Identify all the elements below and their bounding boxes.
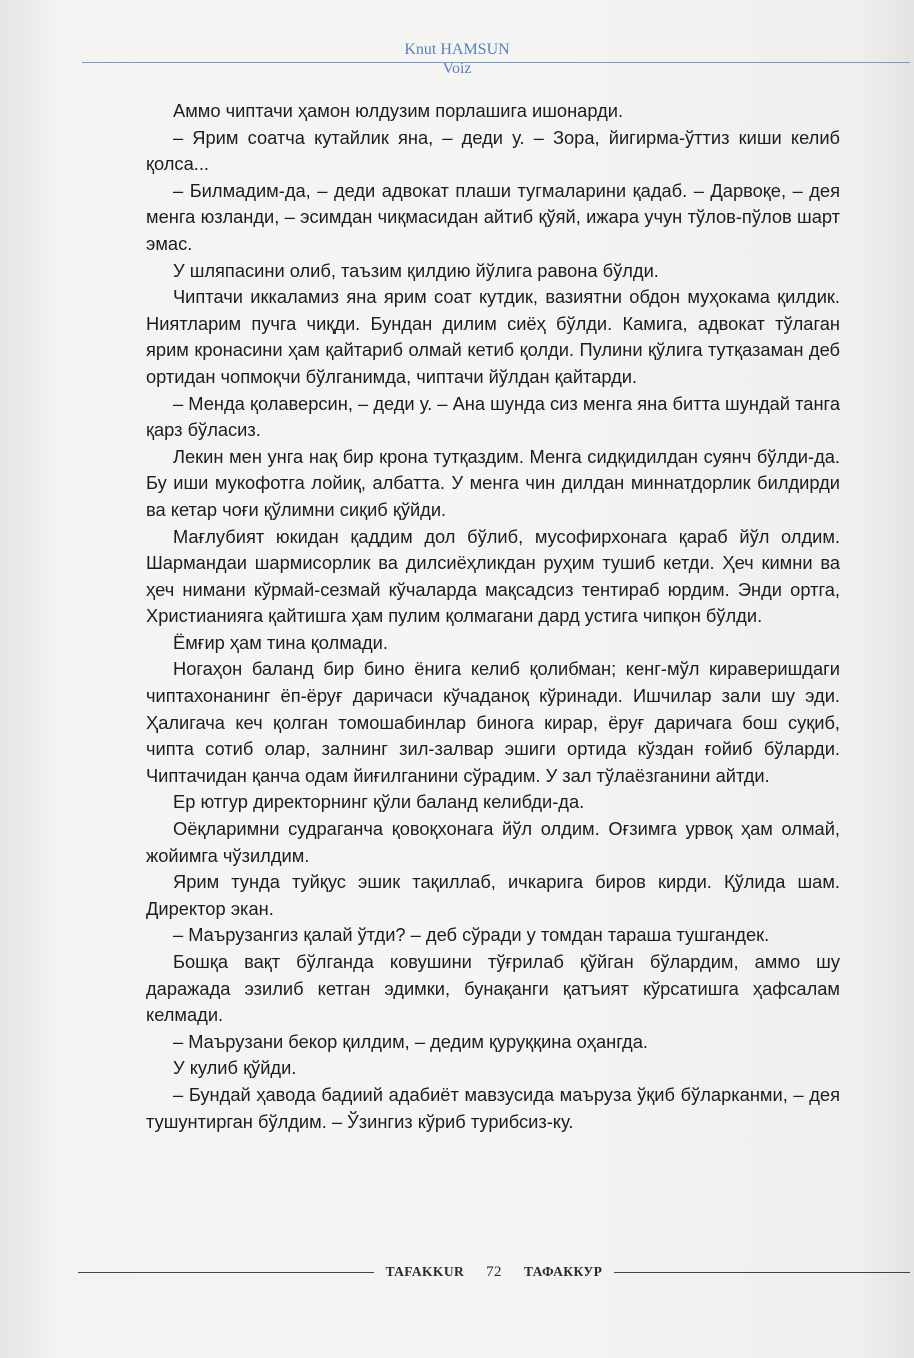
paragraph: – Менда қолаверсин, – деди у. – Ана шунда сиз менга яна битта шундай танга қарз бўласиз. [146,392,840,441]
paragraph: – Бундай ҳавода бадиий адабиёт мавзусида маъруза ўқиб бўларканми, – дея тушунтирган бўлдим. – Ўзингиз кўриб турибсиз-ку. [146,1083,840,1132]
footer-rule-right [614,1272,910,1273]
footer-label-group [374,1264,615,1281]
body-text [146,98,840,1135]
paragraph: Лекин мен унга нақ бир крона тутқаздим. Менга сидқидилдан суянч бўлди-да. Бу иши мукофотга лойиқ, албатта. У менга чин дилдан миннатдорлик билдирди ва кетар чоғи қўлимни сиқиб қўйди. [146,445,840,520]
header-author: Knut HAMSUN [404,41,510,58]
page-number: 72 [486,1263,502,1280]
paragraph: У шляпасини олиб, таъзим қилдию йўлига равона бўлди. [173,259,659,281]
paragraph: Мағлубият юкидан қаддим дол бўлиб, мусофирхонага қараб йўл олдим. Шармандаи шармисорлик ва дилсиёҳликдан руҳим тушиб кетди. Ҳеч кимни ва ҳеч нимани кўрмай-сезмай кўчаларда мақсадсиз тентираб юрдим. Энди ортга, Христианияга қайтишга ҳам пулим қолмагани дард устига чипқон бўлди. [146,525,840,627]
footer-rule-left [78,1272,374,1273]
paragraph: Бошқа вақт бўлганда ковушини тўғрилаб қўйган бўлардим, аммо шу даражада эзилиб кетган эдимки, бунақанги қатъият кўрсатишга ҳафсалам келмади. [146,951,840,1026]
paragraph: – Маърузани бекор қилдим, – дедим қуруққина оҳангда. [173,1030,648,1052]
footer-magazine-cyrillic: ТАФАККУР [523,1264,603,1279]
paragraph: Ер ютгур директорнинг қўли баланд келибди-да. [173,791,585,813]
paragraph: Аммо чиптачи ҳамон юлдузим порлашига ишонарди. [173,100,624,121]
paragraph: Чиптачи иккаламиз яна ярим соат кутдик, вазиятни обдон муҳокама қилдик. Ниятларим пучга чиқди. Бундан дилим сиёҳ бўлди. Камига, адвокат тўлаган ярим кронасини ҳам қайтариб олмай кетиб қолди. Пулини қўлига тутқазаман деб ортидан чопмоқчи бўлганимда, чиптачи йўлдан қайтарди. [146,286,840,387]
paragraph: У кулиб қўйди. [173,1057,297,1079]
paragraph: – Маърузангиз қалай ўтди? – деб сўради у томдан тараша тушгандек. [173,924,770,946]
paragraph: – Ярим соатча кутайлик яна, – деди у. – Зора, йигирма-ўттиз киши келиб қолса... [146,126,840,175]
header-rule [82,62,910,63]
paragraph: Оёқларимни судраганча қовоқхонага йўл олдим. Оғзимга урвоқ ҳам олмай, жойимга чўзилдим. [146,818,840,866]
header-title: Voiz [442,60,472,77]
footer-magazine-latin: TAFAKKUR [385,1264,465,1279]
paragraph: Ёмғир ҳам тина қолмади. [173,631,388,653]
paragraph: Ногаҳон баланд бир бино ёнига келиб қолибман; кенг-мўл кираверишдаги чиптахонанинг ёп-ёруғ даричаси кўчаданоқ кўринади. Ишчилар зали шу эди. Ҳалигача кеч қолган томошабинлар бинога кирар, ёруғ даричага бош суқиб, чипта сотиб олар, залнинг зил-залвар эшиги ортида кўздан ғойиб бўларди. Чиптачидан қанча одам йиғилганини сўрадим. У зал тўлаёзганини айтди. [146,658,840,786]
paragraph: – Билмадим-да, – деди адвокат плаши тугмаларини қадаб. – Дарвоқе, – дея менга юзланди, – эсимдан чиқмасидан айтиб қўяй, ижара учун тўлов-пўлов шарт эмас. [146,179,840,254]
paragraph: Ярим тунда туйқус эшик тақиллаб, ичкарига биров кирди. Қўлида шам. Директор экан. [146,871,840,919]
page-footer [78,1262,910,1282]
running-header [0,40,914,78]
